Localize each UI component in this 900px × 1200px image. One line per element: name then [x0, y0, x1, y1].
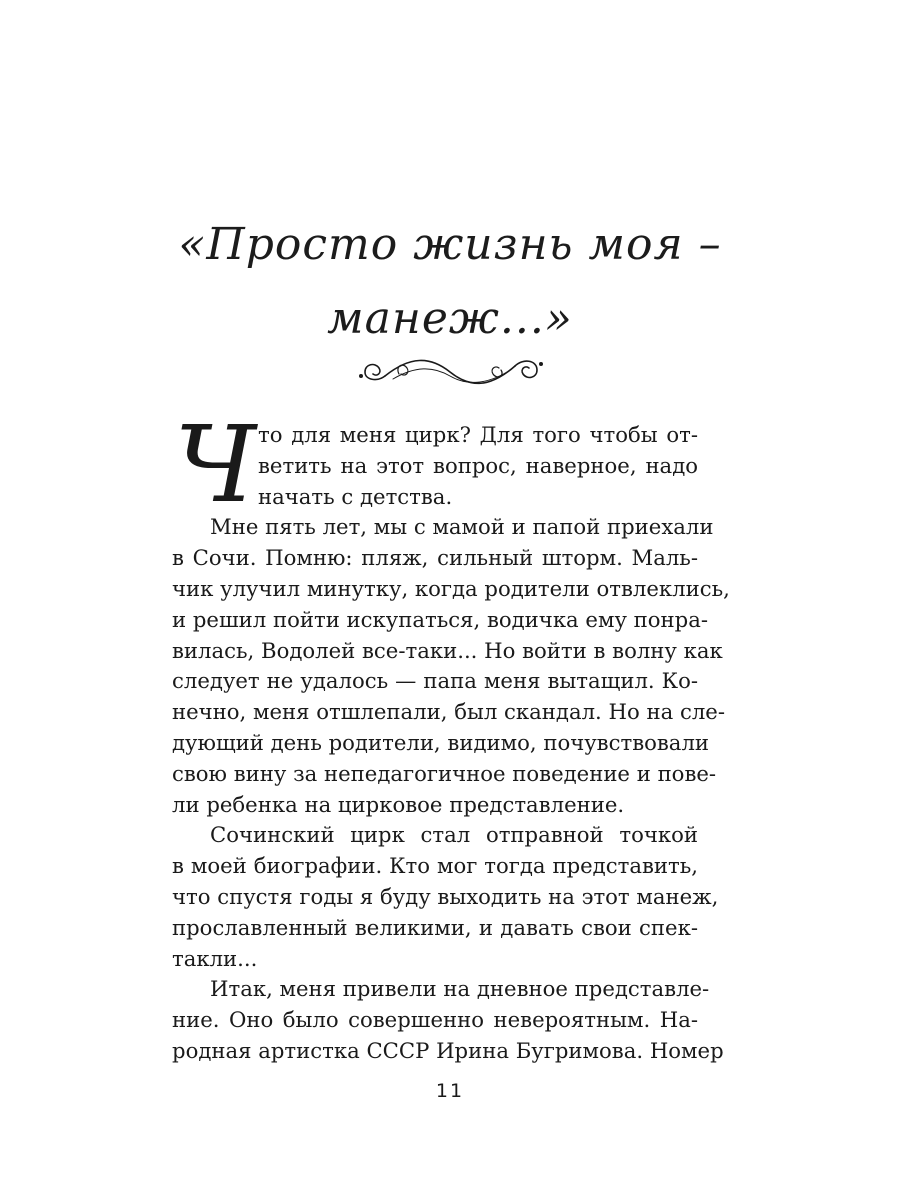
- text-line: Итак, меня привели на дневное представле-: [210, 976, 710, 1002]
- text-line: что спустя годы я буду выходить на этот манеж,: [172, 883, 719, 909]
- chapter-title: [120, 208, 780, 356]
- text-line: такли...: [172, 945, 258, 971]
- text-line: в моей биографии. Кто мог тогда представить,: [172, 853, 698, 879]
- text-line: и решил пойти искупаться, водичка ему понра-: [172, 606, 708, 632]
- text-line: чик улучил минутку, когда родители отвлеклись,: [172, 575, 730, 601]
- text-line: ли ребенка на цирковое представление.: [172, 791, 625, 817]
- drop-cap-lines: [258, 420, 698, 512]
- text-line: Мне пять лет, мы с мамой и папой приехали: [210, 514, 714, 540]
- paragraph: [172, 512, 730, 820]
- opening-paragraph: [172, 403, 698, 526]
- text-line: вилась, Водолей все-таки... Но войти в волну как: [172, 637, 723, 663]
- paragraph: [172, 974, 724, 1066]
- page-number: 11: [435, 1080, 465, 1102]
- text-line: ветить на этот вопрос, наверное, надо: [258, 452, 698, 478]
- text-line: начать с детства.: [258, 483, 453, 509]
- text-line: свою вину за непедагогичное поведение и пове-: [172, 760, 717, 786]
- text-line: ние. Оно было совершенно невероятным. На-: [172, 1007, 698, 1033]
- chapter-body: [172, 403, 730, 1067]
- text-line: нечно, меня отшлепали, был скандал. Но на сле-: [172, 699, 725, 725]
- text-line: в Сочи. Помню: пляж, сильный шторм. Маль-: [172, 545, 698, 571]
- drop-cap: Ч: [174, 403, 256, 526]
- text-line: следует не удалось — папа меня вытащил. Ко-: [172, 668, 698, 694]
- text-line: дующий день родители, видимо, почувствовали: [172, 729, 710, 755]
- text-line: родная артистка СССР Ирина Бугримова. Номер: [172, 1037, 724, 1063]
- text-line: прославленный великими, и давать свои спек-: [172, 914, 698, 940]
- text-line: то для меня цирк? Для того чтобы от-: [258, 422, 698, 447]
- chapter-title-line-1: «Просто жизнь моя –: [178, 219, 722, 270]
- paragraph: [172, 820, 719, 974]
- flourish-ornament-icon: [355, 346, 545, 394]
- chapter-title-line-2: манеж...»: [327, 293, 573, 344]
- text-line: Сочинский цирк стал отправной точкой: [210, 822, 698, 848]
